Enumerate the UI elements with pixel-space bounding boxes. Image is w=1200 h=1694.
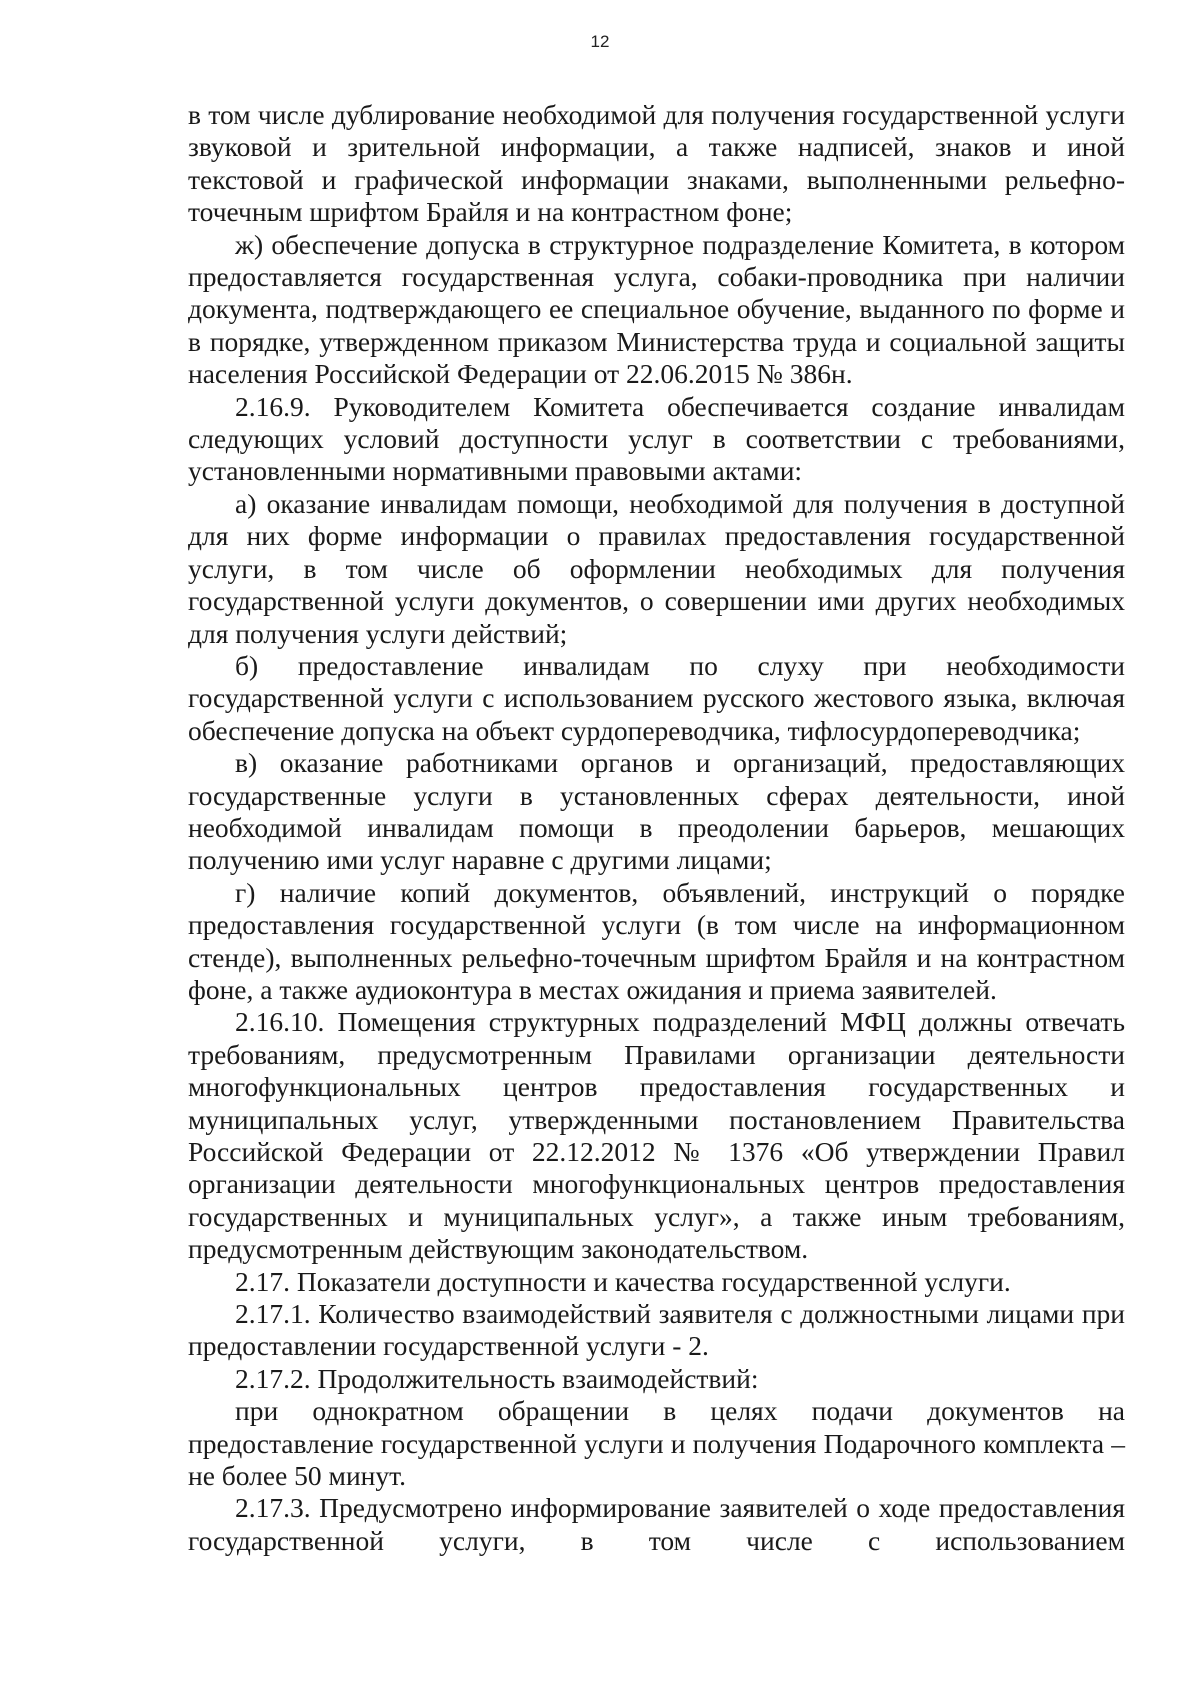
paragraph-item-v: в) оказание работниками органов и организаций, предоставляющих государственные услуги в установленных сферах деятельности, иной необходимой инвалидам помощи в преодолении барьеров, мешающих получению ими услуг наравне с другими лицами; (188, 747, 1125, 876)
paragraph-2-17-3: 2.17.3. Предусмотрено информирование заявителей о ходе предоставления государственной услуги, в том числе с использованием (188, 1492, 1125, 1556)
paragraph-2-16-9: 2.16.9. Руководителем Комитета обеспечивается создание инвалидам следующих условий доступности услуг в соответствии с требованиями, установленными нормативными правовыми актами: (188, 390, 1125, 487)
document-body (188, 99, 1125, 1557)
paragraph-2-16-10: 2.16.10. Помещения структурных подразделений МФЦ должны отвечать требованиям, предусмотренным Правилами организации деятельности многофункциональных центров предоставления государственных и муниципальных услуг, утвержденными постановлением Правительства Российской Федерации от 22.12.2012 № 1376 «Об утверждении Правил организации деятельности многофункциональных центров предоставления государственных и муниципальных услуг», а также иным требованиям, предусмотренным действующим законодательством. (188, 1006, 1125, 1265)
paragraph-2-17: 2.17. Показатели доступности и качества государственной услуги. (235, 1265, 1011, 1297)
paragraph-item-g: г) наличие копий документов, объявлений, инструкций о порядке предоставления государственной услуги (в том числе на информационном стенде), выполненных рельефно-точечным шрифтом Брайля и на контрастном фоне, а также аудиоконтура в местах ожидания и приема заявителей. (188, 876, 1125, 1005)
paragraph-2-17-1: 2.17.1. Количество взаимодействий заявителя с должностными лицами при предоставлении государственной услуги - 2. (188, 1298, 1125, 1362)
paragraph-single-visit: при однократном обращении в целях подачи документов на предоставление государственной услуги и получения Подарочного комплекта – не более 50 минут. (188, 1395, 1125, 1492)
paragraph-item-zh: ж) обеспечение допуска в структурное подразделение Комитета, в котором предоставляется государственная услуга, собаки-проводника при наличии документа, подтверждающего ее специальное обучение, выданного по форме и в порядке, утвержденном приказом Министерства труда и социальной защиты населения Российской Федерации от 22.06.2015 № 386н. (188, 228, 1125, 390)
paragraph-continuation: в том числе дублирование необходимой для получения государственной услуги звуковой и зрительной информации, а также надписей, знаков и иной текстовой и графической информации знаками, выполненными рельефно-точечным шрифтом Брайля и на контрастном фоне; (188, 99, 1125, 228)
paragraph-item-a: а) оказание инвалидам помощи, необходимой для получения в доступной для них форме информации о правилах предоставления государственной услуги, в том числе об оформлении необходимых для получения государственной услуги документов, о совершении ими других необходимых для получения услуги действий; (188, 487, 1125, 649)
paragraph-2-17-2: 2.17.2. Продолжительность взаимодействий: (235, 1362, 759, 1394)
paragraph-item-b: б) предоставление инвалидам по слуху при необходимости государственной услуги с использованием русского жестового языка, включая обеспечение допуска на объект сурдопереводчика, тифлосурдопереводчика; (188, 649, 1125, 746)
page-number: 12 (590, 32, 610, 51)
